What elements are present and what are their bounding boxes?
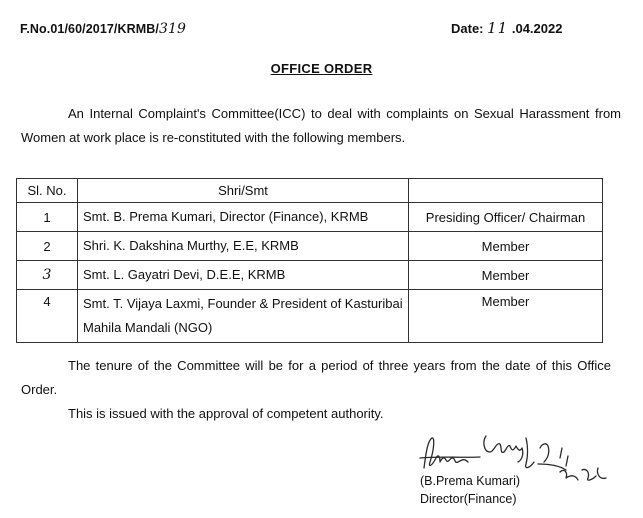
row-designation: Presiding Officer/ Chairman xyxy=(409,203,603,232)
table-row xyxy=(17,261,603,290)
row-designation: Member xyxy=(409,232,603,261)
table-row xyxy=(17,290,603,343)
row-name: Shri. K. Dakshina Murthy, E.E, KRMB xyxy=(78,232,409,261)
table-header-row xyxy=(17,179,603,203)
date-rest: .04.2022 xyxy=(511,21,563,36)
approval-line: This is issued with the approval of competent authority. xyxy=(68,406,384,421)
page-title-text: OFFICE ORDER xyxy=(270,61,373,76)
table-row xyxy=(17,232,603,261)
row-name: Smt. T. Vijaya Laxmi, Founder & President of Kasturibai Mahila Mandali (NGO) xyxy=(78,290,409,343)
row-sl-no: 4 xyxy=(17,290,78,343)
date-day-handwritten: 11 xyxy=(487,19,509,37)
file-number-text: F.No.01/60/2017/KRMB/ xyxy=(20,22,159,36)
header-designation xyxy=(409,179,603,203)
signatory-designation: Director(Finance) xyxy=(420,492,517,506)
date-label: Date: xyxy=(451,21,484,36)
row-name: Smt. B. Prema Kumari, Director (Finance), KRMB xyxy=(78,203,409,232)
committee-members-table xyxy=(16,178,603,343)
file-number xyxy=(20,21,186,37)
row-designation: Member xyxy=(409,290,603,343)
header-name: Shri/Smt xyxy=(78,179,409,203)
row-sl-no-handwritten: 3 xyxy=(17,261,78,290)
page-title xyxy=(0,61,643,76)
signatory-name: (B.Prema Kumari) xyxy=(420,474,521,488)
header-sl-no: Sl. No. xyxy=(17,179,78,203)
table-row xyxy=(17,203,603,232)
row-sl-no: 1 xyxy=(17,203,78,232)
date-line xyxy=(451,19,562,37)
file-number-handwritten: 319 xyxy=(158,21,186,37)
intro-paragraph: An Internal Complaint's Committee(ICC) to deal with complaints on Sexual Harassment from Women at work place is re-constituted with the following members. xyxy=(21,106,621,145)
row-sl-no: 2 xyxy=(17,232,78,261)
row-name: Smt. L. Gayatri Devi, D.E.E, KRMB xyxy=(78,261,409,290)
row-designation: Member xyxy=(409,261,603,290)
tenure-paragraph: The tenure of the Committee will be for a period of three years from the date of this Office Order. xyxy=(21,358,611,397)
